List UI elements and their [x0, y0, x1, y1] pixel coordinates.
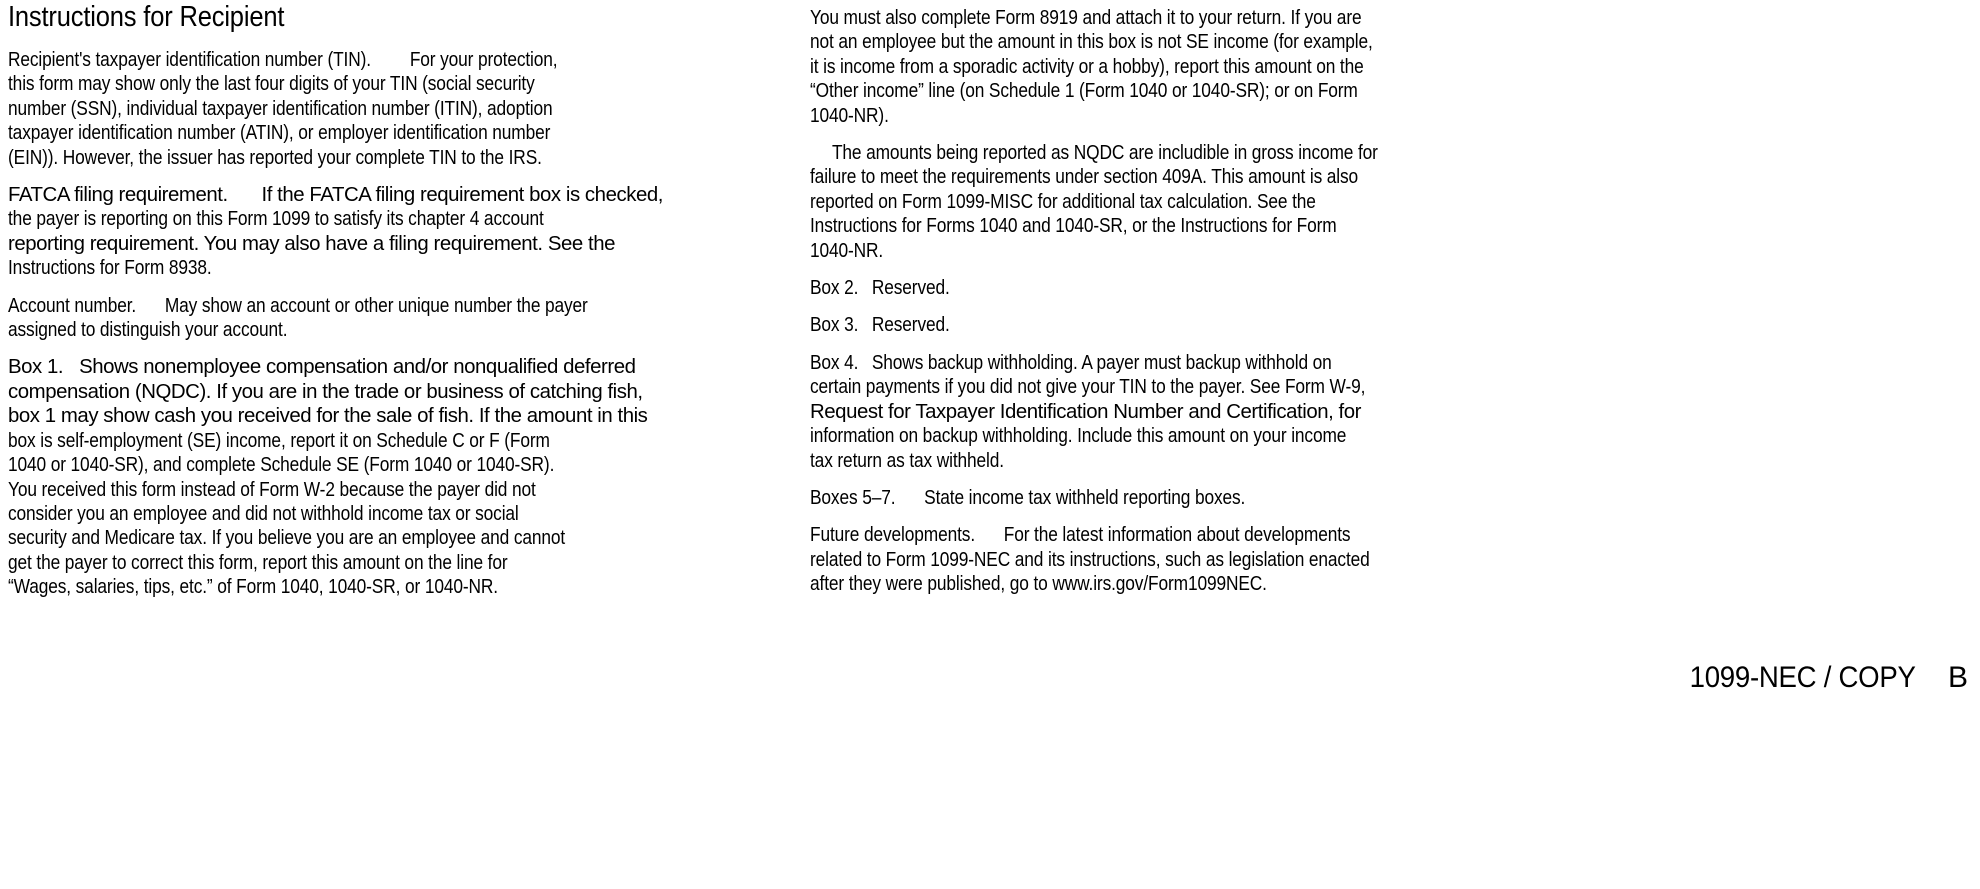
section-line-text: Instructions for Form 8938. — [8, 256, 212, 280]
section-lead-label: Future developments. — [810, 523, 976, 547]
section-line — [810, 572, 1410, 596]
section-line-text: “Wages, salaries, tips, etc.” of Form 1040, 1040-SR, or 1040-NR. — [8, 575, 498, 599]
instruction-section-box-1 — [8, 355, 768, 599]
section-line-text: box is self-employment (SE) income, report it on Schedule C or F (Form — [8, 428, 550, 452]
section-line-text: related to Form 1099-NEC and its instructions, such as legislation enacted — [810, 547, 1370, 571]
section-line — [810, 30, 1410, 54]
section-first-line — [810, 276, 1410, 300]
section-line — [810, 104, 1410, 128]
section-line — [8, 256, 650, 280]
section-line-text: 1040-NR). — [810, 103, 889, 127]
section-line-text: the payer is reporting on this Form 1099 to satisfy its chapter 4 account — [8, 207, 544, 231]
section-first-line — [810, 486, 1410, 510]
section-line — [810, 424, 1410, 448]
section-line-text: number (SSN), individual taxpayer identification number (ITIN), adoption — [8, 96, 553, 120]
section-first-line — [810, 6, 1410, 30]
footer-copy-letter: B — [1947, 661, 1968, 694]
section-line-text: (EIN)). However, the issuer has reported your complete TIN to the IRS. — [8, 145, 542, 169]
section-first-line — [810, 313, 1410, 337]
left-sections — [8, 48, 768, 600]
section-line-text: taxpayer identification number (ATIN), or employer identification number — [8, 121, 551, 145]
section-line — [8, 207, 650, 231]
instruction-section-box-2 — [810, 276, 1520, 300]
section-line-text: reporting requirement. You may also have a filing requirement. See the — [8, 231, 616, 255]
section-line — [8, 526, 650, 550]
instruction-section-nqdc-amounts — [810, 141, 1520, 263]
section-line-text: State income tax withheld reporting boxes. — [924, 485, 1246, 509]
section-line — [810, 449, 1410, 473]
section-line — [8, 453, 650, 477]
document-footer — [0, 660, 1980, 720]
section-line-text: it is income from a sporadic activity or a hobby), report this amount on the — [810, 54, 1364, 78]
section-line-text: reported on Form 1099-MISC for additional tax calculation. See the — [810, 189, 1316, 213]
section-line-text: 1040-NR. — [810, 238, 884, 262]
footer-form-label: 1099-NEC / COPY — [1690, 661, 1916, 694]
section-line-text: You received this form instead of Form W-2 because the payer did not — [8, 477, 536, 501]
section-line-text: information on backup withholding. Include this amount on your income — [810, 424, 1347, 448]
right-sections — [810, 6, 1520, 597]
section-line — [810, 79, 1410, 103]
section-lead-label: Box 1. — [8, 355, 64, 379]
instruction-section-box-4 — [810, 351, 1520, 473]
section-first-line — [810, 141, 1410, 165]
section-first-line — [8, 48, 650, 72]
left-column — [8, 0, 768, 613]
instruction-section-recipient-tin — [8, 48, 768, 170]
section-line-text: The amounts being reported as NQDC are includible in gross income for — [831, 141, 1378, 165]
section-first-line — [8, 183, 764, 207]
section-line-text: this form may show only the last four digits of your TIN (social security — [8, 72, 535, 96]
section-line — [8, 478, 650, 502]
section-lead-label: Box 3. — [810, 313, 859, 337]
section-line-text: not an employee but the amount in this box is not SE income (for example, — [810, 30, 1373, 54]
section-line-text: Instructions for Forms 1040 and 1040-SR, or the Instructions for Form — [810, 214, 1337, 238]
section-line-text: assigned to distinguish your account. — [8, 318, 288, 342]
section-line-text: compensation (NQDC). If you are in the trade or business of catching fish, — [8, 379, 643, 403]
right-column — [810, 6, 1520, 610]
section-line — [8, 72, 650, 96]
section-line-text: certain payments if you did not give your TIN to the payer. See Form W-9, — [810, 375, 1366, 399]
section-line — [810, 55, 1410, 79]
section-line — [810, 548, 1410, 572]
section-line — [810, 214, 1410, 238]
section-line — [810, 375, 1410, 399]
section-lead-label: Account number. — [8, 293, 137, 317]
section-line — [810, 239, 1410, 263]
section-line-text: Shows nonemployee compensation and/or nonqualified deferred — [79, 355, 636, 379]
section-line-text: security and Medicare tax. If you believe you are an employee and cannot — [8, 526, 566, 550]
section-line — [810, 400, 1516, 424]
section-line — [810, 165, 1410, 189]
section-lead-label: Box 4. — [810, 350, 859, 374]
instruction-section-boxes-5-7 — [810, 486, 1520, 510]
section-line-text: 1040 or 1040-SR), and complete Schedule SE (Form 1040 or 1040-SR). — [8, 453, 555, 477]
section-line — [8, 318, 650, 342]
section-line-text: For your protection, — [409, 48, 558, 71]
section-line — [8, 575, 650, 599]
section-line — [8, 502, 650, 526]
section-line — [8, 551, 650, 575]
section-line — [8, 97, 650, 121]
section-first-line — [810, 523, 1410, 547]
section-lead-label: Box 2. — [810, 276, 859, 300]
section-line-text: tax return as tax withheld. — [810, 448, 1004, 472]
section-line — [8, 121, 650, 145]
section-line-text: May show an account or other unique number the payer — [164, 293, 588, 317]
section-line — [8, 429, 650, 453]
section-line — [810, 190, 1410, 214]
section-lead-label: FATCA filing requirement. — [8, 183, 228, 207]
section-line-text: get the payer to correct this form, report this amount on the line for — [8, 550, 508, 574]
section-line-text: If the FATCA filing requirement box is checked, — [261, 183, 663, 207]
section-line — [8, 404, 764, 428]
section-line-text: failure to meet the requirements under section 409A. This amount is also — [810, 165, 1359, 189]
section-lead-label: Recipient's taxpayer identification number (TIN). — [8, 48, 371, 71]
section-line-text: consider you an employee and did not withhold income tax or social — [8, 501, 519, 525]
section-line — [8, 232, 764, 256]
section-line-text: box 1 may show cash you received for the sale of fish. If the amount in this — [8, 404, 648, 428]
page-title: Instructions for Recipient — [8, 1, 285, 33]
section-line-text: after they were published, go to www.irs.gov/Form1099NEC. — [810, 572, 1267, 596]
instruction-section-fatca — [8, 183, 768, 281]
section-first-line — [8, 294, 650, 318]
section-line-text: You must also complete Form 8919 and attach it to your return. If you are — [810, 6, 1362, 29]
section-first-line — [8, 355, 764, 379]
section-line-text: For the latest information about developments — [1003, 523, 1351, 547]
section-lead-label: Boxes 5–7. — [810, 485, 896, 509]
section-first-line — [810, 351, 1410, 375]
section-line-text: Reserved. — [871, 276, 950, 300]
section-line — [8, 380, 764, 404]
section-line-text: Request for Taxpayer Identification Number and Certification, for — [810, 399, 1362, 423]
section-line-text: Reserved. — [871, 313, 950, 337]
instruction-section-box-3 — [810, 313, 1520, 337]
instruction-section-account-number — [8, 294, 768, 343]
section-line-text: “Other income” line (on Schedule 1 (Form 1040 or 1040-SR); or on Form — [810, 79, 1358, 103]
instruction-section-form-8919 — [810, 6, 1520, 128]
section-line-text: Shows backup withholding. A payer must backup withhold on — [871, 350, 1332, 374]
instruction-section-future-developments — [810, 523, 1520, 596]
section-line — [8, 146, 650, 170]
